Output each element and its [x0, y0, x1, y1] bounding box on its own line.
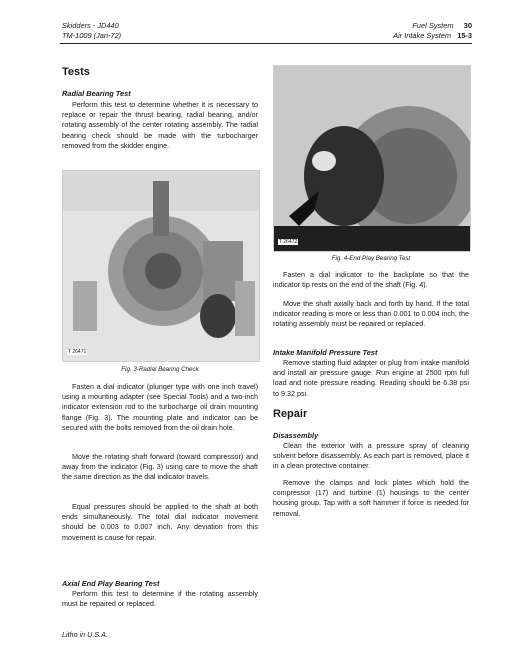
shaft-paragraph: Move the shaft axially back and forth by hand. If the total indicator reading is more or less than 0.001 to 0.004 inch, the rotating assembly must be repaired or replaced.: [273, 299, 469, 329]
equal-paragraph: Equal pressures should be applied to the shaft at both ends simultaneously. The total dial indicator movement should be 0.003 to 0.007 inch. Any deviation from this movement is cause for repair.: [62, 502, 258, 542]
radial-text: Perform this test to determine whether it is necessary to replace or repair the thrust bearing, radial bearing, and/or rotating assembly of the center rotating assembly. The radial bearing check should be made with the turbocharger removed from the skidder engine.: [62, 100, 258, 150]
fig3-caption: Fig. 3-Radial Bearing Check: [121, 366, 199, 373]
dial-paragraph: Fasten a dial indicator (plunger type with one inch travel) using a mounting adapter (see Special Tools) and a two-inch indicator extension rod to the turbocharge oil drain mounting flange (Fig. 3). The mounting plate and indicator can be secured with the bolts removed from the oil drain hole.: [62, 382, 258, 432]
radial-heading: Radial Bearing Test: [62, 89, 131, 98]
header-section: Fuel System: [412, 21, 454, 30]
fig3-photo: [62, 170, 260, 362]
manifold-heading: Intake Manifold Pressure Test: [273, 348, 378, 357]
end-play-illustration: [274, 66, 470, 251]
header-section-number: 30: [463, 21, 472, 30]
header-publication: Skidders - JD440: [62, 21, 119, 30]
page-title: Tests: [62, 66, 90, 78]
disassembly-heading: Disassembly: [273, 431, 319, 440]
axial-text: Perform this test to determine if the rotating assembly must be repaired or replaced.: [62, 589, 258, 609]
axial-heading: Axial End Play Bearing Test: [62, 579, 160, 588]
footer-litho: Litho in U.S.A.: [62, 630, 108, 639]
fig3-tag: T 26471: [68, 349, 87, 355]
fasten-paragraph: Fasten a dial indicator to the backplate so that the indicator tip rests on the end of the shaft (Fig. 4).: [273, 270, 469, 290]
header-left: [62, 21, 121, 41]
move-paragraph: Move the rotating shaft forward (toward compressor) and away from the indicator (Fig. 3) using care to move the shaft the same direction as the dial indicator travels.: [62, 452, 258, 482]
manifold-text: Remove starting fluid adapter or plug from intake manifold and install air pressure gauge. Run engine at 2500 rpm full load and note pressure reading. Reading should be 6.38 psi to 9.32 psi.: [273, 358, 469, 398]
header-page-number: 15-3: [457, 31, 472, 40]
header-subsection: Air Intake System: [393, 31, 452, 40]
header-manual-id: TM-1009 (Jan-72): [62, 31, 122, 40]
repair-title: Repair: [273, 408, 308, 420]
fig4-photo: [273, 65, 471, 252]
turbocharger-illustration: [63, 171, 259, 361]
fig4-tag: T 26472: [279, 239, 298, 245]
header-right: [393, 21, 472, 41]
disassembly-text: Clean the exterior with a pressure spray of cleaning solvent before disassembly. As each part is removed, place it in a clean protective container.: [273, 441, 469, 471]
header-rule: [60, 43, 472, 44]
fig4-caption: Fig. 4-End Play Bearing Test: [331, 255, 411, 262]
remove-paragraph: Remove the clamps and lock plates which hold the compressor (17) and turbine (1) housings to the center housing group. Tap with a soft hammer if force is needed for removal.: [273, 478, 469, 518]
